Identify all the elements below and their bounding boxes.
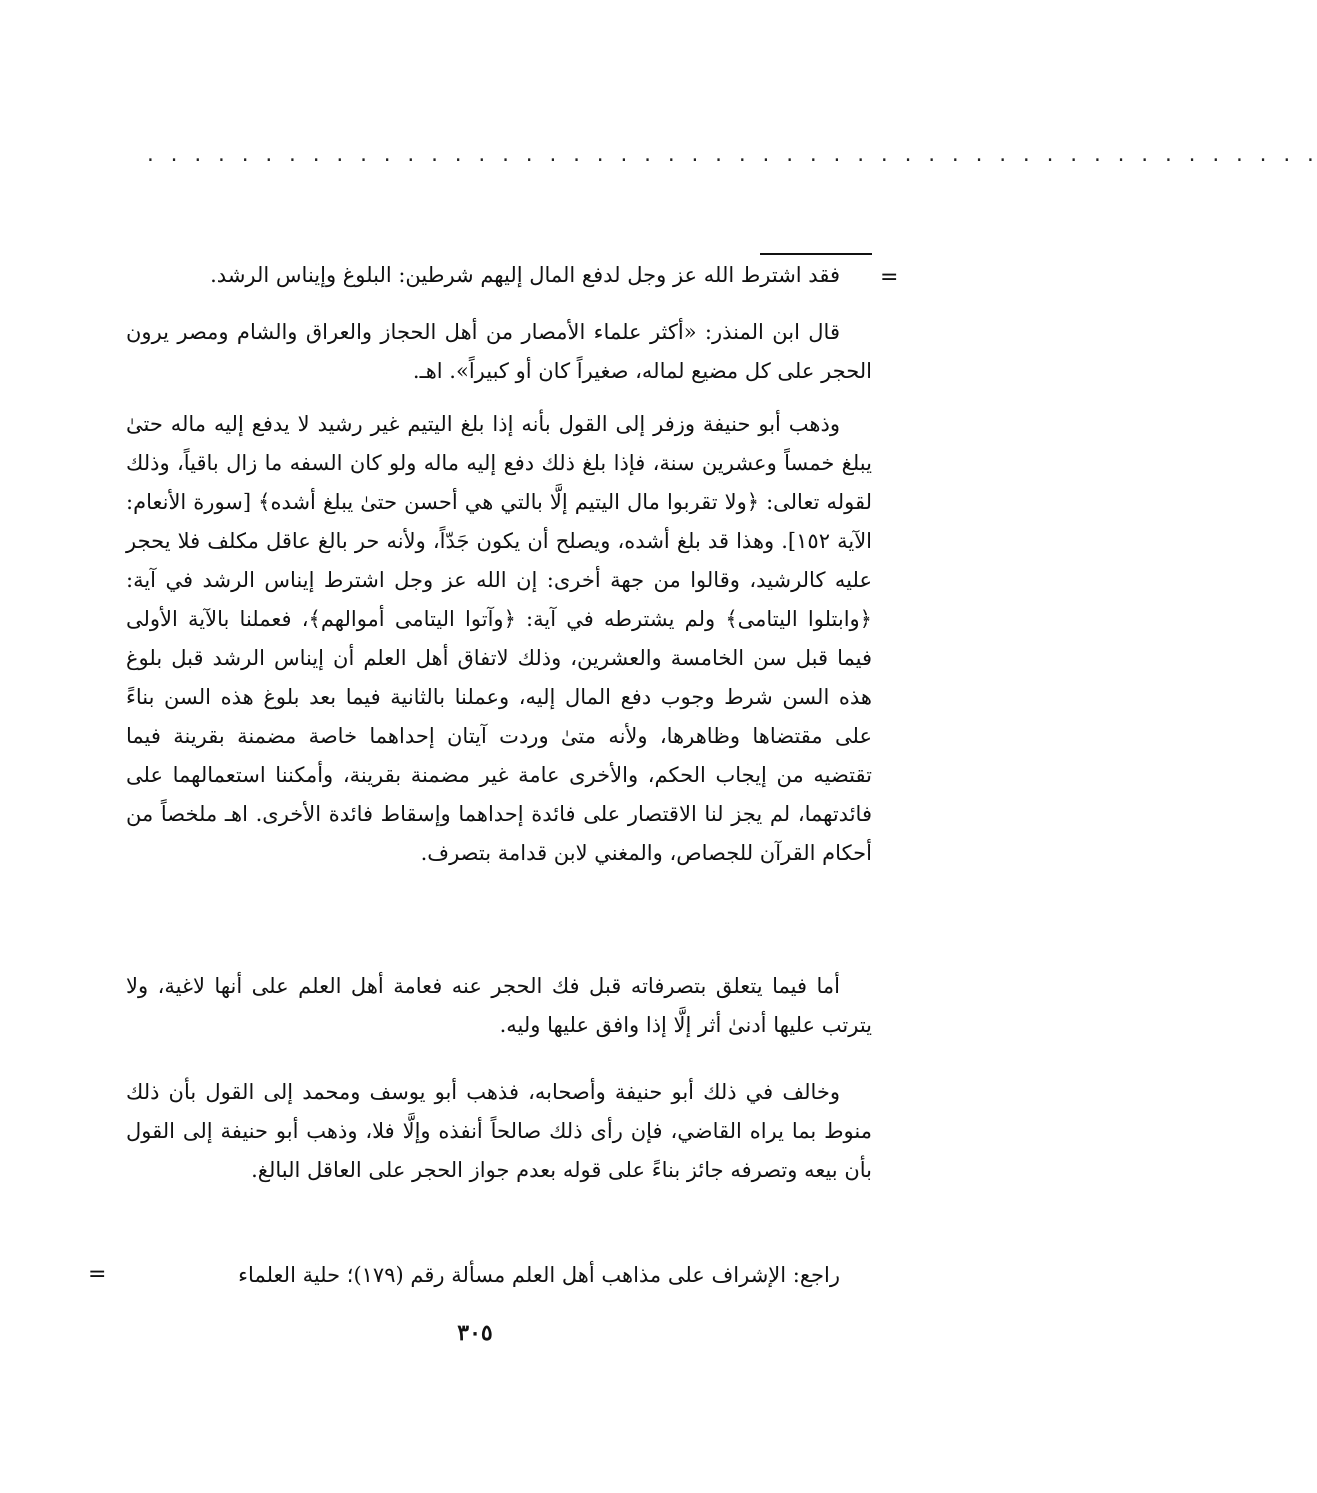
footnote-paragraph-6: راجع: الإشراف على مذاهب أهل العلم مسألة رقم (١٧٩)؛ حلية العلماء <box>238 1263 840 1287</box>
footnote-paragraph-4: أما فيما يتعلق بتصرفاته قبل فك الحجر عنه فعامة أهل العلم على أنها لاغية، ولا يترتب عليها أدنىٰ أثر إلَّا إذا وافق عليها وليه. <box>126 974 872 1037</box>
continuation-marker-end: = <box>88 1262 107 1287</box>
page-number: ٣٠٥ <box>457 1320 493 1346</box>
dotted-separator: . . . . . . . . . . . . . . . . . . . . . . . . . . . . . . . . . . . . . . . . . . . . . . . . . . <box>145 145 1317 166</box>
continuation-marker-start: = <box>880 265 899 290</box>
footnote-paragraph-2: قال ابن المنذر: «أكثر علماء الأمصار من أهل الحجاز والعراق والشام ومصر يرون الحجر على كل مضيع لماله، صغيراً كان أو كبيراً». اهـ. <box>126 320 872 383</box>
footnote-rule <box>760 253 872 255</box>
footnote-paragraph-5: وخالف في ذلك أبو حنيفة وأصحابه، فذهب أبو يوسف ومحمد إلى القول بأن ذلك منوط بما يراه القاضي، فإن رأى ذلك صالحاً أنفذه وإلَّا فلا، وذهب أبو حنيفة إلى القول بأن بيعه وتصرفه جائز بناءً على قوله بعدم جواز الحجر على العاقل البالغ. <box>126 1080 872 1182</box>
footnote-paragraph-3: وذهب أبو حنيفة وزفر إلى القول بأنه إذا بلغ اليتيم غير رشيد لا يدفع إليه ماله حتىٰ يبلغ خمساً وعشرين سنة، فإذا بلغ ذلك دفع إليه ماله ولو كان السفه ما زال باقياً، وذلك لقوله تعالى: ﴿ولا تقربوا مال اليتيم إلَّا بالتي هي أحسن حتىٰ يبلغ أشده﴾ [سورة الأنعام: الآية ١٥٢]. وهذا قد بلغ أشده، ويصلح أن يكون جَدّاً، ولأنه حر بالغ عاقل مكلف فلا يحجر عليه كالرشيد، وقالوا من جهة أخرى: إن الله عز وجل اشترط إيناس الرشد في آية: ﴿وابتلوا اليتامى﴾ ولم يشترطه في آية: ﴿وآتوا اليتامى أموالهم﴾، فعملنا بالآية الأولى فيما قبل سن الخامسة والعشرين، وذلك لاتفاق أهل العلم أن إيناس الرشد قبل بلوغ هذه السن شرط وجوب دفع المال إليه، وعملنا بالثانية فيما بعد بلوغ هذه السن بناءً على مقتضاها وظاهرها، ولأنه متىٰ وردت آيتان إحداهما خاصة مضمنة بقرينة فيما تقتضيه من إيجاب الحكم، والأخرى عامة غير مضمنة بقرينة، وأمكننا استعمالهما على فائدتهما، لم يجز لنا الاقتصار على فائدة إحداهما وإسقاط فائدة الأخرى. اهـ ملخصاً من أحكام القرآن للجصاص، والمغني لابن قدامة بتصرف. <box>126 412 872 865</box>
footnote-paragraph-1: فقد اشترط الله عز وجل لدفع المال إليهم شرطين: البلوغ وإيناس الرشد. <box>210 263 840 287</box>
